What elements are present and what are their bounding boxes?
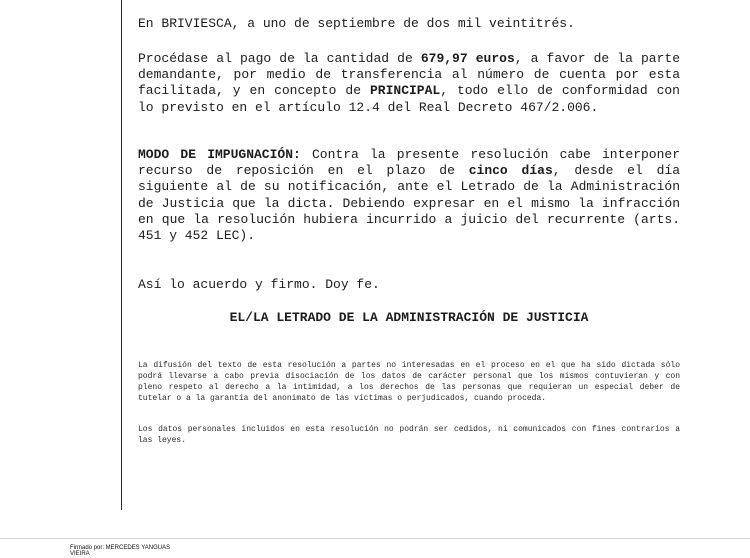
signed-by-line1: Firmado por: MERCEDES YANGUAS: [70, 545, 171, 551]
payment-paragraph: [138, 51, 680, 116]
data-protection-notice: Los datos personales incluidos en esta resolución no podrán ser cedidos, ni comunicados con fines contrarios a las leyes.: [138, 425, 680, 445]
date-paragraph: [138, 16, 680, 32]
payment-amount: 679,97 euros: [420, 51, 515, 66]
closing-paragraph: [138, 277, 680, 293]
appeal-heading: MODO DE IMPUGNACIÓN:: [138, 147, 301, 162]
appeal-text-2: , desde el día siguiente al de su notificación, ante el Letrado de la Administración de Justicia que la dicta. Debiendo expresar en el mismo la infracción en que la resolución hubiera incurrido a juicio del recurrente (arts. 451 y 452 LEC).: [138, 163, 680, 244]
appeal-text-1: Contra la presente resolución cabe interponer recurso de reposición en el plazo de: [138, 147, 681, 179]
privacy-notice: La difusión del texto de esta resolución a partes no interesadas en el proceso en el que ha sido dictada sólo podrá llevarse a cabo previa disociación de los datos de carácter personal que los mismos contuvieran y con pleno respeto al derecho a la intimidad, a los derechos de las personas que requieran un especial deber de tutelar o a la garantía del anonimato de las víctimas o perjudicados, cuando proceda.: [138, 361, 680, 403]
signed-by: [70, 545, 170, 557]
payment-text-3: , todo ello de conformidad con lo previsto en el artículo 12.4 del Real Decreto 467/2.006.: [138, 83, 680, 115]
signature-title: EL/LA LETRADO DE LA ADMINISTRACIÓN DE JUSTICIA: [229, 310, 589, 325]
footer-divider: [0, 538, 750, 539]
date-text: En BRIVIESCA, a uno de septiembre de dos mil veintitrés.: [138, 16, 575, 31]
payment-text-2: , a favor de la parte demandante, por medio de transferencia al número de cuenta por esta facilitada, y en concepto de: [138, 51, 680, 99]
appeal-paragraph: [138, 147, 680, 244]
signed-by-line2: VIEIRA: [70, 551, 90, 557]
payment-concept: PRINCIPAL: [369, 83, 441, 99]
payment-text-1: Procédase al pago de la cantidad de: [138, 51, 421, 66]
closing-text: Así lo acuerdo y firmo. Doy fe.: [138, 277, 380, 292]
appeal-term: cinco días: [468, 163, 553, 179]
margin-line: [121, 0, 122, 510]
